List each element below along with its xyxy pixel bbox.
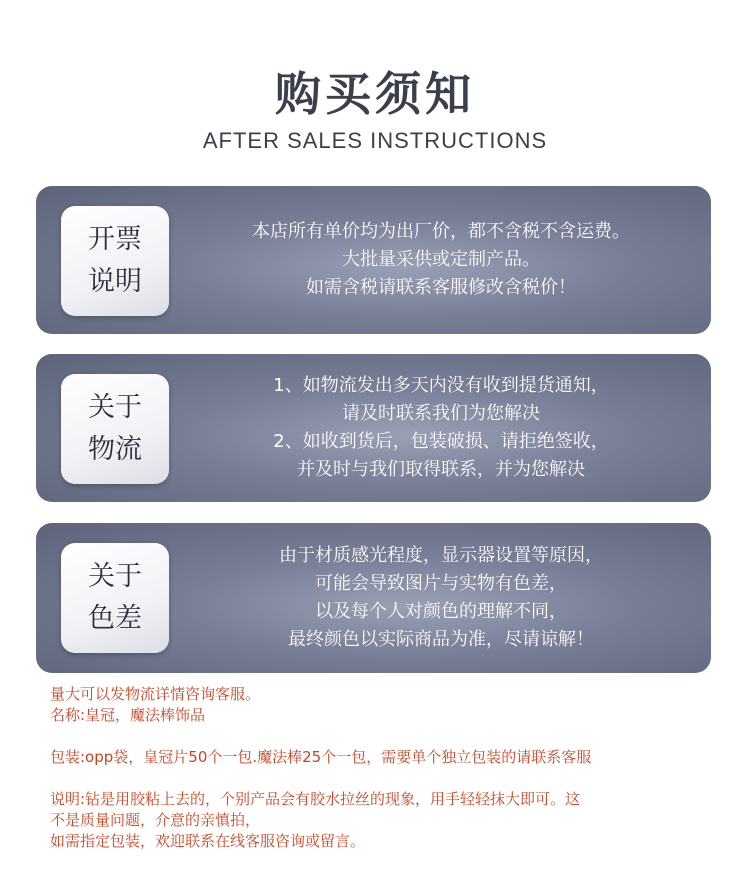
color-diff-text xyxy=(186,523,696,673)
invoice-badge xyxy=(61,206,169,316)
card-line: 请及时联系我们为您解决 xyxy=(342,403,540,424)
logistics-badge xyxy=(61,374,169,484)
badge-line: 开票 xyxy=(88,224,142,255)
badge-line: 物流 xyxy=(88,434,142,465)
badge-line: 关于 xyxy=(88,561,142,592)
note-line: 如需指定包装，欢迎联系在线客服咨询或留言。 xyxy=(50,832,366,850)
note-line: 包装:opp袋，皇冠片50个一包.魔法棒25个一包，需要单个独立包装的请联系客服 xyxy=(50,748,592,766)
logistics-card xyxy=(36,354,711,502)
invoice-card xyxy=(36,186,711,334)
note-spacer xyxy=(50,768,730,789)
note-line: 量大可以发物流详情咨询客服。 xyxy=(50,685,261,703)
invoice-text xyxy=(186,186,696,334)
badge-line: 色差 xyxy=(88,603,142,634)
card-line: 如需含税请联系客服修改含税价！ xyxy=(306,277,576,298)
note-spacer xyxy=(50,726,730,747)
card-line: 最终颜色以实际商品为准，尽请谅解！ xyxy=(288,629,594,650)
color-diff-card xyxy=(36,523,711,673)
card-line: 本店所有单价均为出厂价，都不含税不含运费。 xyxy=(252,221,630,242)
note-line: 说明:钻是用胶粘上去的，个别产品会有胶水拉丝的现象，用手轻轻抹大即可。这 xyxy=(50,790,581,808)
badge-line: 说明 xyxy=(88,266,142,297)
page-title: 购买须知 xyxy=(275,67,475,121)
card-line: 并及时与我们取得联系，并为您解决 xyxy=(297,459,585,480)
card-line: 可能会导致图片与实物有色差， xyxy=(315,573,567,594)
note-line: 名称:皇冠，魔法棒饰品 xyxy=(50,706,206,724)
card-line: 由于材质感光程度，显示器设置等原因， xyxy=(279,545,603,566)
card-line: 大批量采供或定制产品。 xyxy=(342,249,540,270)
badge-line: 关于 xyxy=(88,392,142,423)
logistics-text xyxy=(186,354,696,502)
page-subtitle: AFTER SALES INSTRUCTIONS xyxy=(202,128,548,153)
notes-section xyxy=(50,684,730,852)
note-line: 不是质量问题，介意的亲慎拍， xyxy=(50,811,261,829)
color-diff-badge xyxy=(61,543,169,653)
card-line: 2、如收到货后，包装破损、请拒绝签收， xyxy=(273,431,609,452)
card-line: 1、如物流发出多天内没有收到提货通知， xyxy=(273,375,609,396)
card-line: 以及每个人对颜色的理解不同， xyxy=(315,601,567,622)
